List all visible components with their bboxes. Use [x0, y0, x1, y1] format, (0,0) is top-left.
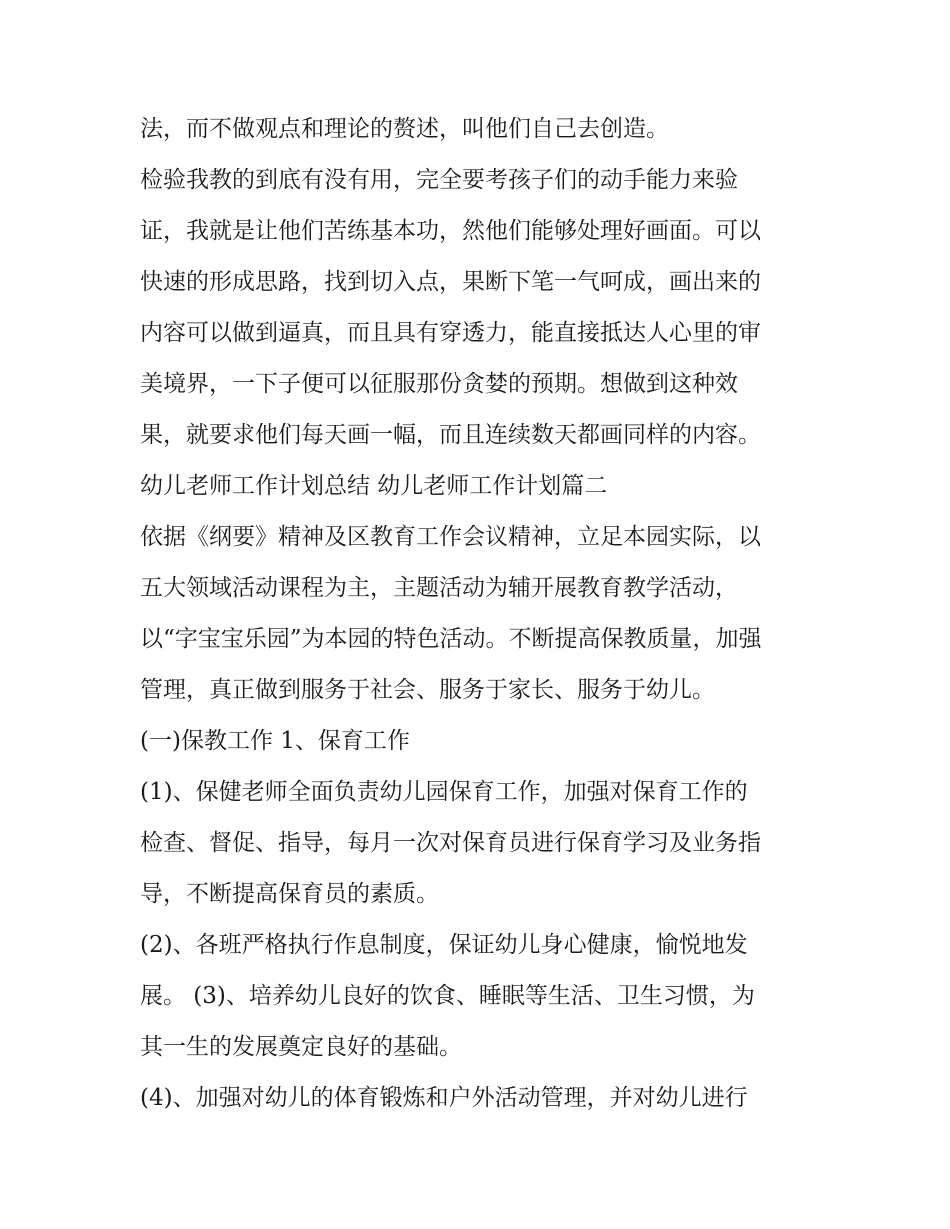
text-line: 检查、督促、指导，每月一次对保育员进行保育学习及业务指: [140, 830, 761, 856]
text-line: (2)、各班严格执行作息制度，保证幼儿身心健康，愉悦地发: [140, 932, 748, 958]
text-line: 证，我就是让他们苦练基本功，然他们能够处理好画面。可以: [140, 218, 761, 244]
body-text: [140, 104, 820, 1124]
text-line: 其一生的发展奠定良好的基础。: [140, 1034, 462, 1060]
text-line: (4)、加强对幼儿的体育锻炼和户外活动管理，并对幼儿进行: [140, 1085, 748, 1111]
text-line: 导，不断提高保育员的素质。: [140, 881, 439, 907]
text-line: 内容可以做到逼真，而且具有穿透力，能直接抵达人心里的审: [140, 320, 761, 346]
text-line: 五大领域活动课程为主，主题活动为辅开展教育教学活动，: [140, 575, 738, 601]
text-line: (1)、保健老师全面负责幼儿园保育工作，加强对保育工作的: [140, 779, 748, 805]
text-line: 检验我教的到底有没有用，完全要考孩子们的动手能力来验: [140, 167, 738, 193]
text-line: 展。 (3)、培养幼儿良好的饮食、睡眠等生活、卫生习惯，为: [140, 983, 755, 1009]
text-line: 以“字宝宝乐园”为本园的特色活动。不断提高保教质量，加强: [140, 626, 762, 652]
section-heading: 幼儿老师工作计划总结 幼儿老师工作计划篇二: [140, 473, 608, 499]
text-line: 快速的形成思路，找到切入点，果断下笔一气呵成，画出来的: [140, 269, 761, 295]
subsection-heading: (一)保教工作 1、保育工作: [140, 728, 410, 754]
text-line: 美境界，一下子便可以征服那份贪婪的预期。想做到这种效: [140, 371, 738, 397]
text-line: 法，而不做观点和理论的赘述，叫他们自己去创造。: [140, 116, 669, 142]
text-line: 依据《纲要》精神及区教育工作会议精神，立足本园实际，以: [140, 524, 761, 550]
text-line: 果，就要求他们每天画一幅，而且连续数天都画同样的内容。: [140, 422, 761, 448]
text-line: 管理，真正做到服务于社会、服务于家长、服务于幼儿。: [140, 677, 715, 703]
